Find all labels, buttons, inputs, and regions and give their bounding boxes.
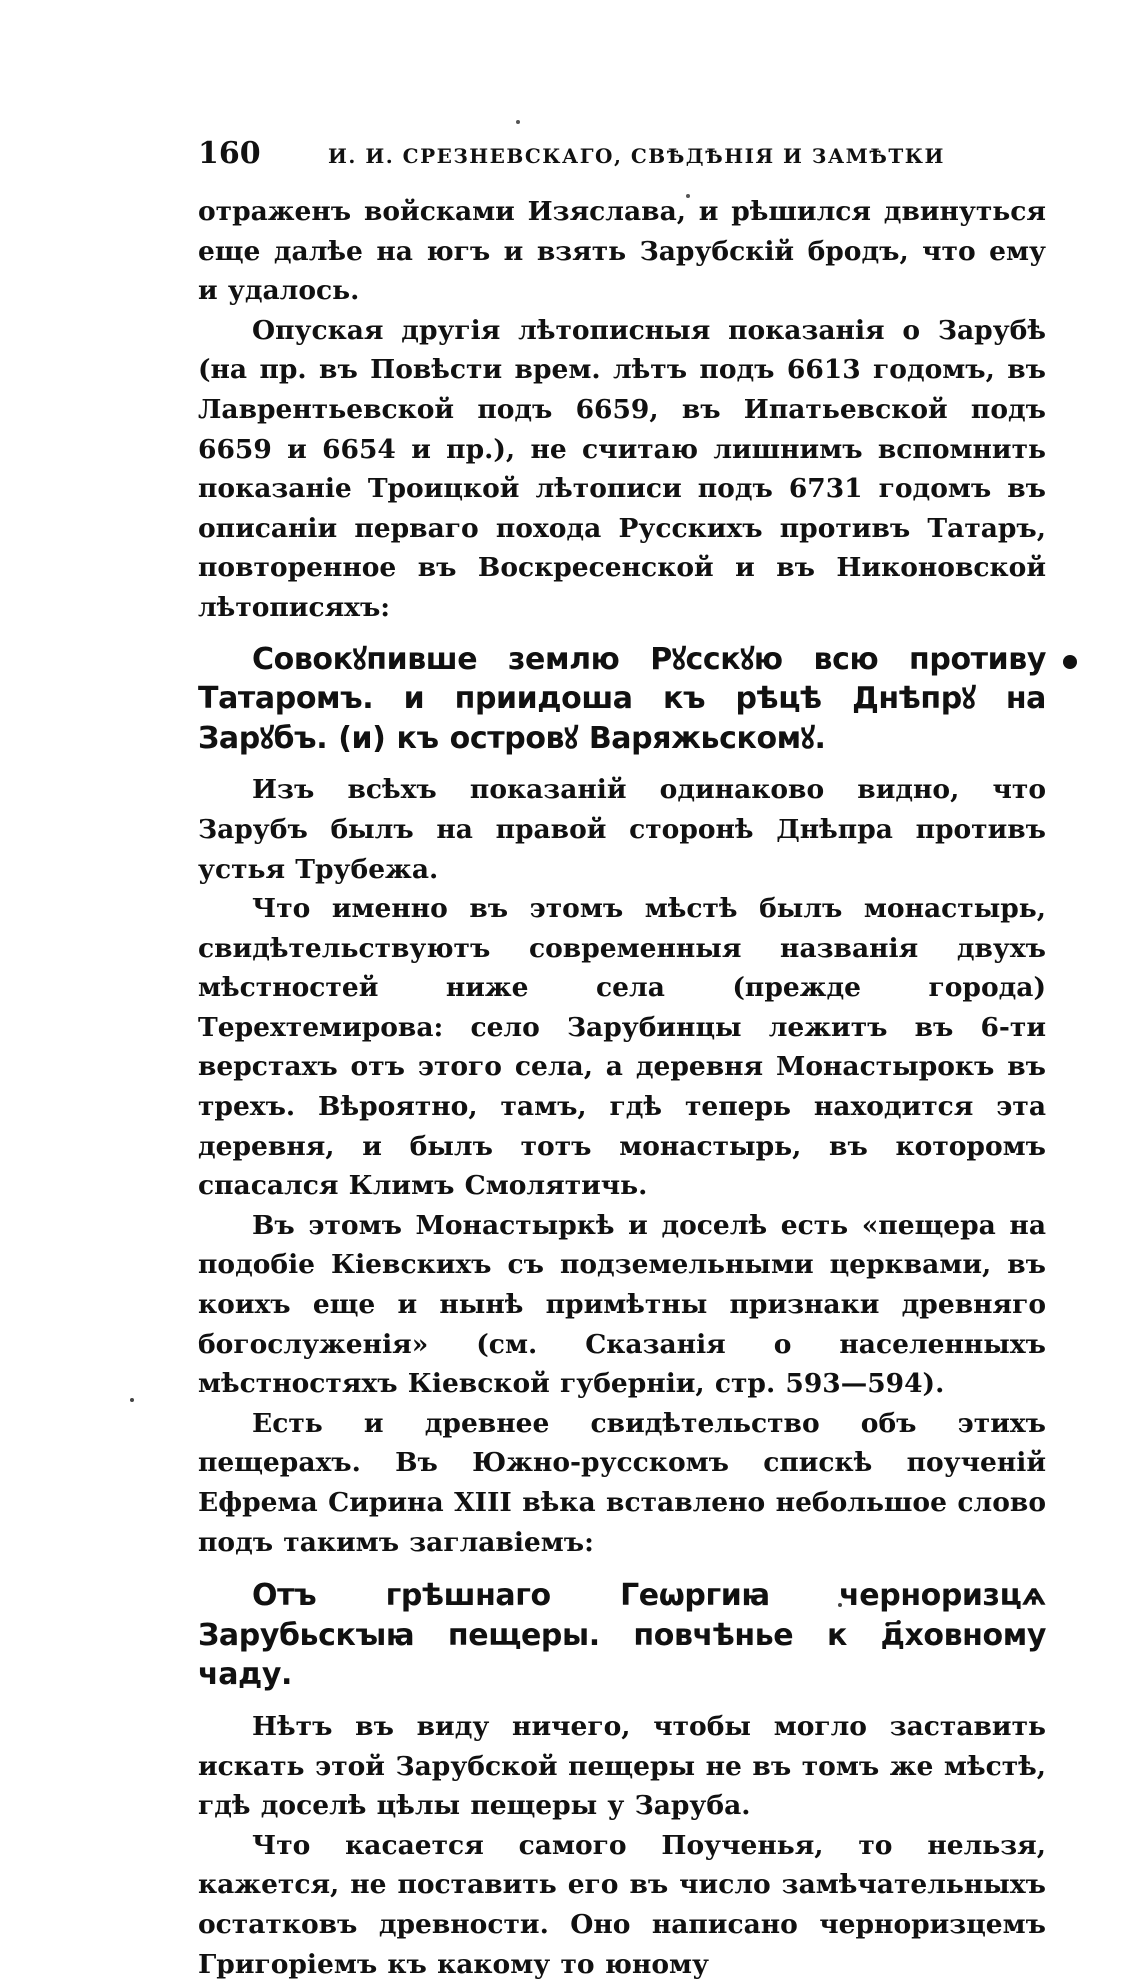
paragraph: Что касается самого Поученья, то нельзя, кажется, не поставить его въ число замѣчательныхъ остатковъ древности. Оно написано черноризцемъ Григоріемъ къ какому то юному	[198, 1829, 1046, 1980]
paragraph: Что именно въ этомъ мѣстѣ былъ монастырь, свидѣтельствуютъ современныя названія двухъ мѣстностей ниже села (прежде города) Терехтемирова: село Зарубинцы лежитъ въ 6-ти верстахъ отъ этого села, а деревня Монастырокъ въ трехъ. Вѣроятно, тамъ, гдѣ теперь находится эта деревня, и былъ тотъ монастырь, въ которомъ спасался Климъ Смолятичь.	[198, 893, 1046, 1202]
paragraph: Изъ всѣхъ показаній одинаково видно, что Зарубъ былъ на правой сторонѣ Днѣпра противъ устья Трубежа.	[198, 774, 1046, 885]
paragraph: Опуская другія лѣтописныя показанія о Зарубѣ (на пр. въ Повѣсти врем. лѣтъ подъ 6613 годомъ, въ Лаврентьевской подъ 6659, въ Ипатьевской подъ 6659 и 6654 и пр.), не считаю лишнимъ вспомнить показаніе Троицкой лѣтописи подъ 6731 годомъ въ описаніи перваго похода Русскихъ противъ Татаръ, повторенное въ Воскресенской и въ Никоновской лѣтописяхъ:	[198, 314, 1046, 623]
ink-speck	[516, 120, 520, 124]
running-title: И. И. СРЕЗНЕВСКАГО, СВѢДѢНІЯ И ЗАМѢТКИ	[328, 144, 945, 168]
ink-speck	[130, 1398, 134, 1402]
running-head	[198, 136, 1046, 176]
ink-speck	[1063, 655, 1077, 669]
paragraph-continuation: отраженъ войсками Изяслава, и рѣшился двинуться еще далѣе на югъ и взять Зарубскій бродъ, что ему и удалось.	[198, 196, 1046, 307]
book-page	[198, 136, 1046, 1984]
body-text	[198, 192, 1046, 1984]
chronicle-quote: Совокꙋпивше землю Рꙋсскꙋю всю противу Татаромъ. и приидоша къ рѣцѣ Днѣпрꙋ на Зарꙋбъ. (и) къ островꙋ Варяжьскомꙋ.	[198, 641, 1046, 756]
page-number: 160	[198, 136, 261, 171]
paragraph: Нѣтъ въ виду ничего, чтобы могло заставить искать этой Зарубской пещеры не въ томъ же мѣстѣ, гдѣ доселѣ цѣлы пещеры у Заруба.	[198, 1710, 1046, 1822]
paragraph: Въ этомъ Монастыркѣ и доселѣ есть «пещера на подобіе Кіевскихъ съ подземельными церквами, въ коихъ еще и нынѣ примѣтны признаки древняго богослуженія» (см. Сказанія о населенныхъ мѣстностяхъ Кіевской губерніи, стр. 593—594).	[198, 1209, 1046, 1400]
sermon-title-quote: Отъ грѣшнаго Геѡргиꙗ черноризцѧ Зарубьскꙑꙗ пещеры. повчѣнье к д҃ховному чаду.	[198, 1578, 1046, 1693]
paragraph: Есть и древнее свидѣтельство объ этихъ пещерахъ. Въ Южно-русскомъ спискѣ поученій Ефрема Сирина XIII вѣка вставлено небольшое слово подъ такимъ заглавіемъ:	[198, 1407, 1046, 1558]
